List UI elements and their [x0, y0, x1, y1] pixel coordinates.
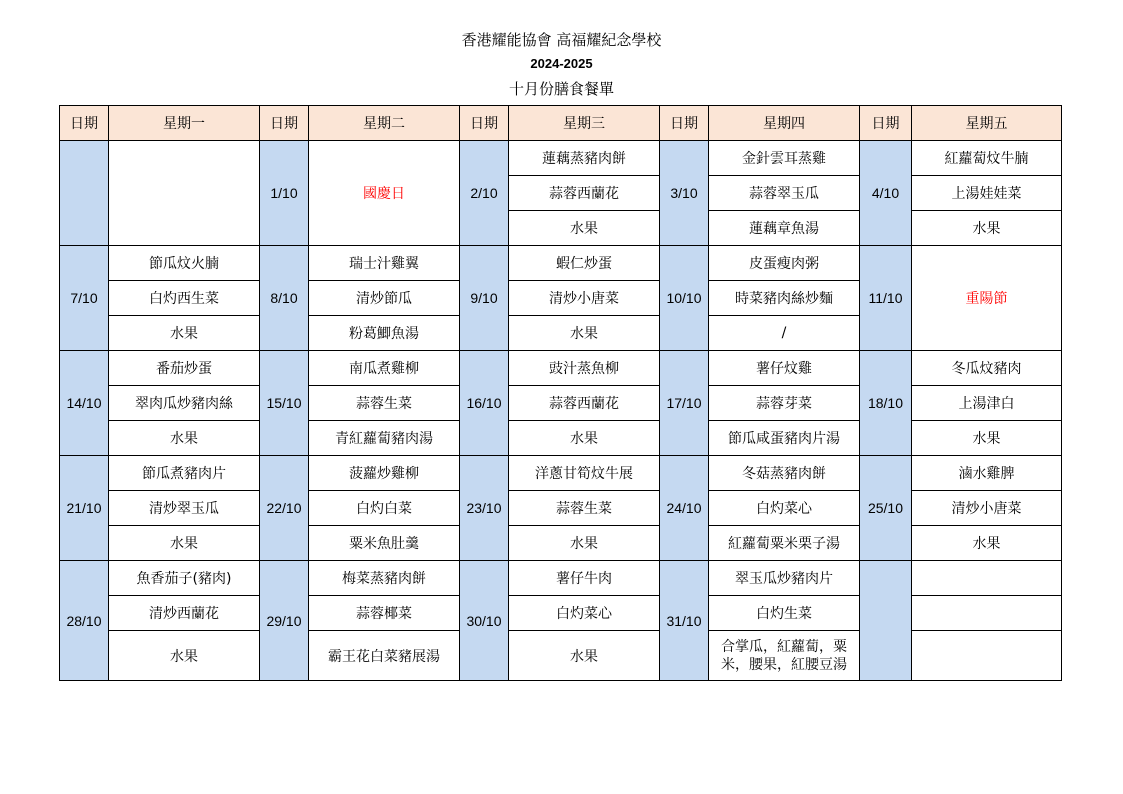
- date-cell: 8/10: [260, 246, 309, 351]
- date-cell: 30/10: [460, 561, 509, 681]
- table-row: [60, 141, 1062, 176]
- menu-cell: 紅蘿蔔炆牛腩: [912, 141, 1062, 176]
- menu-cell: 粉葛鯽魚湯: [309, 316, 460, 351]
- date-cell: 7/10: [60, 246, 109, 351]
- menu-title: 十月份膳食餐單: [508, 80, 614, 98]
- menu-cell: 蓮藕蒸豬肉餅: [509, 141, 660, 176]
- menu-cell: [912, 631, 1062, 681]
- menu-cell: 南瓜煮雞柳: [309, 351, 460, 386]
- table-row: [60, 631, 1062, 681]
- menu-cell: 上湯娃娃菜: [912, 176, 1062, 211]
- date-cell: 29/10: [260, 561, 309, 681]
- menu-cell: 清炒小唐菜: [509, 281, 660, 316]
- date-cell: [860, 561, 912, 681]
- menu-cell: 蒜蓉翠玉瓜: [709, 176, 860, 211]
- menu-cell: 洋蔥甘筍炆牛展: [509, 456, 660, 491]
- header-row: [60, 106, 1062, 141]
- menu-cell: 清炒節瓜: [309, 281, 460, 316]
- menu-cell: 蒜蓉椰菜: [309, 596, 460, 631]
- header-friday: 星期五: [912, 106, 1062, 141]
- header-date: 日期: [260, 106, 309, 141]
- date-cell: 9/10: [460, 246, 509, 351]
- menu-cell: 翠玉瓜炒豬肉片: [709, 561, 860, 596]
- menu-cell: 水果: [109, 316, 260, 351]
- table-row: [60, 386, 1062, 421]
- menu-cell: 水果: [912, 526, 1062, 561]
- menu-cell: 白灼菜心: [509, 596, 660, 631]
- menu-cell: 冬瓜炆豬肉: [912, 351, 1062, 386]
- menu-cell: 白灼白菜: [309, 491, 460, 526]
- header-wednesday: 星期三: [509, 106, 660, 141]
- menu-cell: [912, 596, 1062, 631]
- date-cell: 24/10: [660, 456, 709, 561]
- date-cell: 17/10: [660, 351, 709, 456]
- menu-cell: 菠蘿炒雞柳: [309, 456, 460, 491]
- menu-cell: 白灼生菜: [709, 596, 860, 631]
- menu-cell: 蒜蓉芽菜: [709, 386, 860, 421]
- header-date: 日期: [660, 106, 709, 141]
- menu-cell: 豉汁蒸魚柳: [509, 351, 660, 386]
- menu-cell: [109, 141, 260, 246]
- date-cell: 21/10: [60, 456, 109, 561]
- holiday-cell: 國慶日: [309, 141, 460, 246]
- table-row: [60, 421, 1062, 456]
- menu-cell: 水果: [109, 526, 260, 561]
- menu-cell: 皮蛋瘦肉粥: [709, 246, 860, 281]
- header-date: 日期: [860, 106, 912, 141]
- header-date: 日期: [460, 106, 509, 141]
- date-cell: 10/10: [660, 246, 709, 351]
- holiday-cell: 重陽節: [912, 246, 1062, 351]
- date-cell: 18/10: [860, 351, 912, 456]
- menu-cell: 瑞士汁雞翼: [309, 246, 460, 281]
- menu-cell: 水果: [912, 421, 1062, 456]
- menu-cell: 蒜蓉生菜: [509, 491, 660, 526]
- menu-cell: 節瓜炆火腩: [109, 246, 260, 281]
- menu-cell: 蒜蓉生菜: [309, 386, 460, 421]
- menu-cell: 魚香茄子(豬肉): [109, 561, 260, 596]
- menu-cell: 紅蘿蔔粟米栗子湯: [709, 526, 860, 561]
- table-row: [60, 596, 1062, 631]
- table-row: [60, 246, 1062, 281]
- table-row: [60, 526, 1062, 561]
- header-date: 日期: [60, 106, 109, 141]
- menu-cell: 合掌瓜，紅蘿蔔，粟米，腰果，紅腰豆湯: [709, 631, 860, 681]
- menu-cell: 薯仔炆雞: [709, 351, 860, 386]
- lunch-menu-table: [59, 105, 1062, 681]
- date-cell: 4/10: [860, 141, 912, 246]
- menu-cell: 時菜豬肉絲炒麵: [709, 281, 860, 316]
- header-tuesday: 星期二: [309, 106, 460, 141]
- menu-cell: 水果: [509, 526, 660, 561]
- table-row: [60, 561, 1062, 596]
- menu-cell: 蝦仁炒蛋: [509, 246, 660, 281]
- table-row: [60, 456, 1062, 491]
- menu-cell: 霸王花白菜豬展湯: [309, 631, 460, 681]
- menu-cell: 水果: [509, 421, 660, 456]
- menu-cell: [912, 561, 1062, 596]
- table-row: [60, 491, 1062, 526]
- menu-cell: 青紅蘿蔔豬肉湯: [309, 421, 460, 456]
- menu-cell: /: [709, 316, 860, 351]
- menu-cell: 水果: [509, 316, 660, 351]
- date-cell: 3/10: [660, 141, 709, 246]
- date-cell: [60, 141, 109, 246]
- menu-cell: 水果: [109, 631, 260, 681]
- school-name: 香港耀能協會 高福耀紀念學校: [461, 31, 662, 49]
- date-cell: 23/10: [460, 456, 509, 561]
- date-cell: 28/10: [60, 561, 109, 681]
- date-cell: 16/10: [460, 351, 509, 456]
- menu-cell: 番茄炒蛋: [109, 351, 260, 386]
- menu-cell: 蓮藕章魚湯: [709, 211, 860, 246]
- menu-cell: 清炒西蘭花: [109, 596, 260, 631]
- menu-cell: 粟米魚肚羹: [309, 526, 460, 561]
- menu-cell: 節瓜煮豬肉片: [109, 456, 260, 491]
- menu-cell: 水果: [509, 211, 660, 246]
- menu-cell: 蒜蓉西蘭花: [509, 386, 660, 421]
- menu-cell: 白灼菜心: [709, 491, 860, 526]
- menu-cell: 水果: [912, 211, 1062, 246]
- menu-cell: 冬菇蒸豬肉餅: [709, 456, 860, 491]
- menu-cell: 金針雲耳蒸雞: [709, 141, 860, 176]
- date-cell: 1/10: [260, 141, 309, 246]
- date-cell: 14/10: [60, 351, 109, 456]
- menu-cell: 梅菜蒸豬肉餅: [309, 561, 460, 596]
- date-cell: 31/10: [660, 561, 709, 681]
- menu-cell: 水果: [509, 631, 660, 681]
- menu-cell: 白灼西生菜: [109, 281, 260, 316]
- menu-cell: 清炒小唐菜: [912, 491, 1062, 526]
- date-cell: 25/10: [860, 456, 912, 561]
- menu-cell: 清炒翠玉瓜: [109, 491, 260, 526]
- school-year: 2024-2025: [530, 56, 593, 71]
- menu-cell: 滷水雞脾: [912, 456, 1062, 491]
- menu-cell: 節瓜咸蛋豬肉片湯: [709, 421, 860, 456]
- menu-cell: 薯仔牛肉: [509, 561, 660, 596]
- date-cell: 11/10: [860, 246, 912, 351]
- menu-cell: 蒜蓉西蘭花: [509, 176, 660, 211]
- header-thursday: 星期四: [709, 106, 860, 141]
- menu-cell: 水果: [109, 421, 260, 456]
- menu-cell: 翠肉瓜炒豬肉絲: [109, 386, 260, 421]
- header-monday: 星期一: [109, 106, 260, 141]
- table-row: [60, 351, 1062, 386]
- date-cell: 15/10: [260, 351, 309, 456]
- menu-cell: 上湯津白: [912, 386, 1062, 421]
- date-cell: 2/10: [460, 141, 509, 246]
- date-cell: 22/10: [260, 456, 309, 561]
